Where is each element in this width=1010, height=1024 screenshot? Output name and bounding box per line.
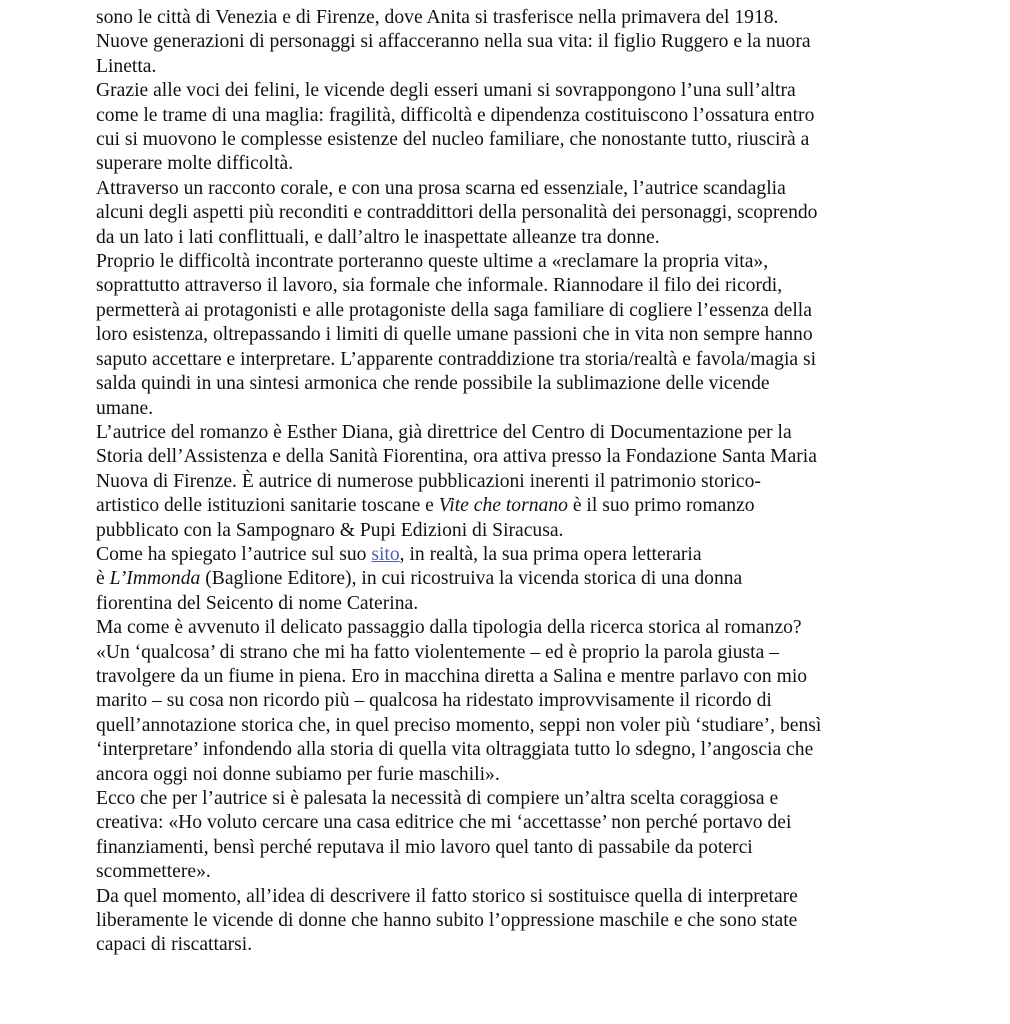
text-line: capaci di riscattarsi. <box>96 934 253 956</box>
text-line: liberamente le vicende di donne che hanno subito l’oppressione maschile e che sono state <box>96 910 798 932</box>
text-line: umane. <box>96 397 154 419</box>
text-line: scommettere». <box>96 861 211 883</box>
text-line: Grazie alle voci dei felini, le vicende degli esseri umani si sovrappongono l’una sull’altra <box>96 80 796 102</box>
text-line: Linetta. <box>96 55 157 77</box>
text-line: L’autrice del romanzo è Esther Diana, già direttrice del Centro di Documentazione per la <box>96 421 792 443</box>
text-line: Ma come è avvenuto il delicato passaggio dalla tipologia della ricerca storica al romanzo? <box>96 617 802 639</box>
text-line: permetterà ai protagonisti e alle protagoniste della saga familiare di cogliere l’essenza della <box>96 299 812 321</box>
text-line: fiorentina del Seicento di nome Caterina. <box>96 592 419 614</box>
text-line: Storia dell’Assistenza e della Sanità Fiorentina, ora attiva presso la Fondazione Santa Maria <box>96 446 817 468</box>
text-line <box>96 567 996 591</box>
text-line: saputo accettare e interpretare. L’apparente contraddizione tra storia/realtà e favola/magia si <box>96 348 817 370</box>
text-line: quell’annotazione storica che, in quel preciso momento, seppi non voler più ‘studiare’, bensì <box>96 714 822 736</box>
text-segment: è il suo primo romanzo <box>567 495 755 517</box>
text-line: loro esistenza, oltrepassando i limiti di quelle umane passioni che in vita non sempre hanno <box>96 324 813 346</box>
text-segment: Come ha spiegato l’autrice sul suo <box>96 543 372 565</box>
text-line <box>96 494 996 518</box>
text-line: creativa: «Ho voluto cercare una casa editrice che mi ‘accettasse’ non perché portavo dei <box>96 812 792 834</box>
text-line: «Un ‘qualcosa’ di strano che mi ha fatto violentemente – ed è proprio la parola giusta – <box>96 641 780 663</box>
text-line: soprattutto attraverso il lavoro, sia formale che informale. Riannodare il filo dei ricordi, <box>96 275 783 297</box>
text-line: travolgere da un fiume in piena. Ero in macchina diretta a Salina e mentre parlavo con mio <box>96 665 808 687</box>
text-segment: è <box>96 568 110 590</box>
text-line: marito – su cosa non ricordo più – qualcosa ha ridestato improvvisamente il ricordo di <box>96 690 772 712</box>
text-line: cui si muovono le complesse esistenze del nucleo familiare, che nonostante tutto, riuscirà a <box>96 129 810 151</box>
text-line: Da quel momento, all’idea di descrivere il fatto storico si sostituisce quella di interpretare <box>96 885 798 907</box>
text-segment: artistico delle istituzioni sanitarie toscane e <box>96 495 439 517</box>
text-line: da un lato i lati conflittuali, e dall’altro le inaspettate alleanze tra donne. <box>96 226 660 248</box>
text-line: ‘interpretare’ infondendo alla storia di quella vita oltraggiata tutto lo sdegno, l’angoscia che <box>96 739 814 761</box>
document-body <box>96 6 996 958</box>
book-title-vite-che-tornano: Vite che tornano <box>438 495 568 517</box>
text-line: Ecco che per l’autrice si è palesata la necessità di compiere un’altra scelta coraggiosa e <box>96 788 779 809</box>
text-line: sono le città di Venezia e di Firenze, dove Anita si trasferisce nella primavera del 1918. <box>96 7 779 28</box>
text-line: finanziamenti, bensì perché reputava il mio lavoro quel tanto di passabile da poterci <box>96 836 753 858</box>
text-line: salda quindi in una sintesi armonica che rende possibile la sublimazione delle vicende <box>96 373 770 395</box>
text-line: come le trame di una maglia: fragilità, difficoltà e dipendenza costituiscono l’ossatura entro <box>96 104 815 126</box>
text-line: Nuova di Firenze. È autrice di numerose pubblicazioni inerenti il patrimonio storico- <box>96 470 761 492</box>
text-line: Nuove generazioni di personaggi si affacceranno nella sua vita: il figlio Ruggero e la nuora <box>96 31 811 53</box>
text-line: Proprio le difficoltà incontrate porteranno queste ultime a «reclamare la propria vita», <box>96 251 769 273</box>
text-segment: , in realtà, la sua prima opera letteraria <box>399 543 702 565</box>
text-line: pubblicato con la Sampognaro & Pupi Edizioni di Siracusa. <box>96 519 564 541</box>
text-line: superare molte difficoltà. <box>96 153 294 175</box>
text-line: ancora oggi noi donne subiamo per furie maschili». <box>96 763 500 785</box>
book-title-l-immonda: L’Immonda <box>109 568 201 590</box>
text-line: Attraverso un racconto corale, e con una prosa scarna ed essenziale, l’autrice scandaglia <box>96 177 786 199</box>
text-line: alcuni degli aspetti più reconditi e contraddittori della personalità dei personaggi, scoprendo <box>96 202 818 224</box>
text-segment: (Baglione Editore), in cui ricostruiva la vicenda storica di una donna <box>200 568 743 590</box>
author-site-link[interactable]: sito <box>371 543 400 565</box>
text-line <box>96 543 996 567</box>
